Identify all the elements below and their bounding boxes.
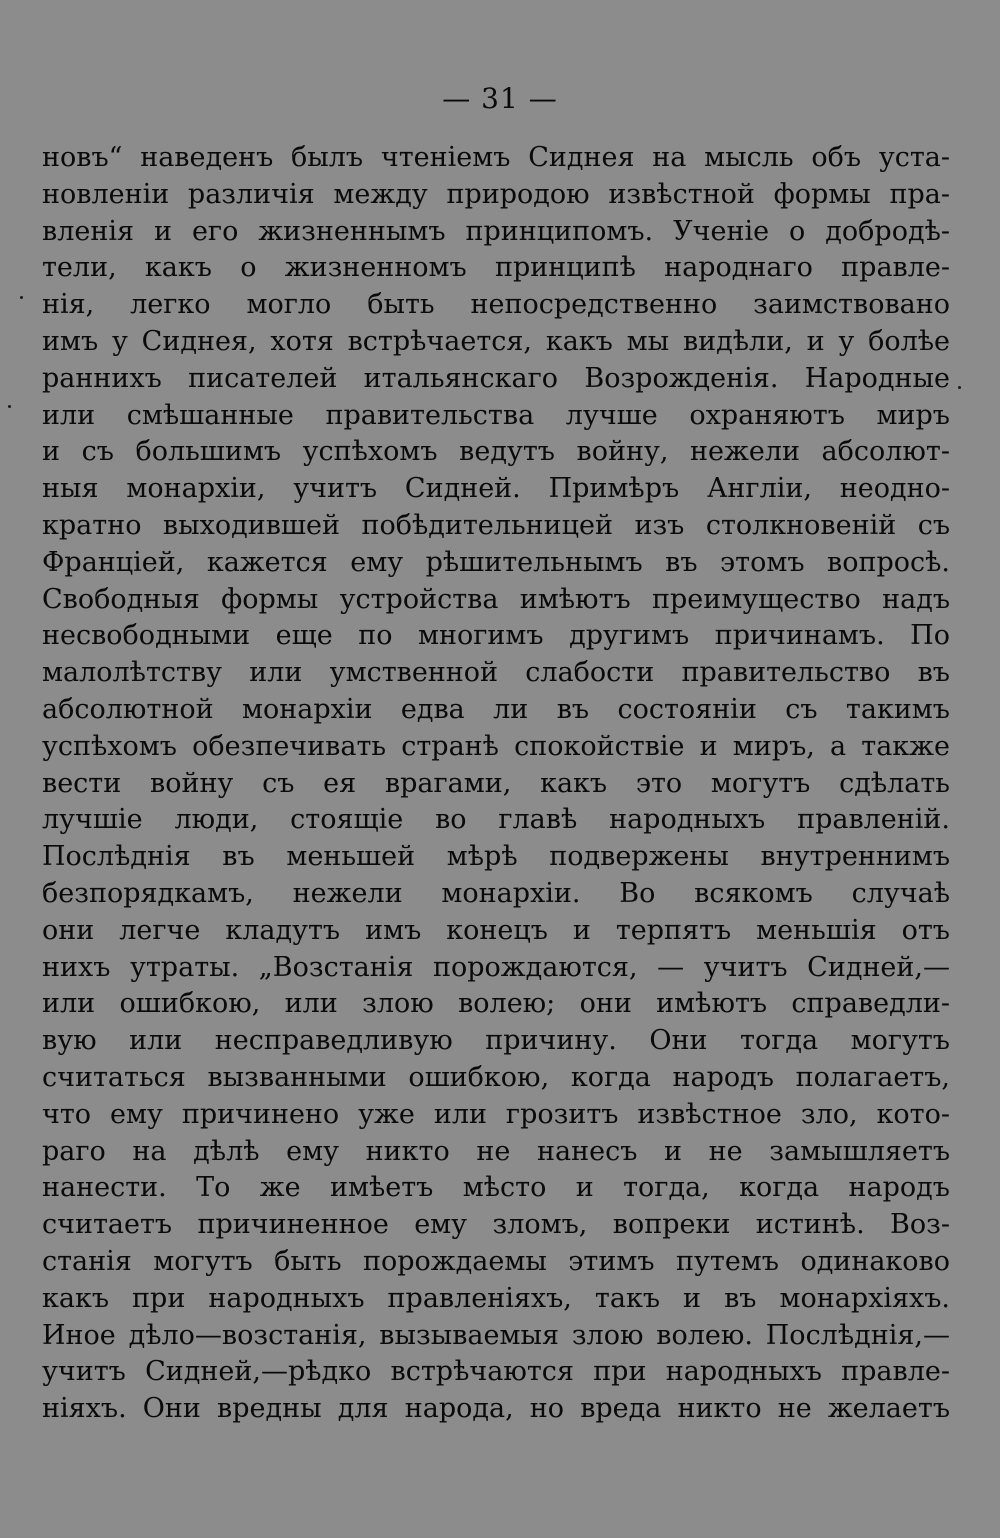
text-line: малолѣтству или умственной слабости правительство въ [42, 657, 950, 689]
text-line: ныя монархіи, учитъ Сидней. Примѣръ Англіи, неодно- [42, 473, 950, 505]
text-line: считаться вызванными ошибкою, когда народъ полагаетъ, [42, 1061, 950, 1093]
text-line: вленія и его жизненнымъ принципомъ. Ученіе о добродѣ- [42, 215, 950, 247]
text-line: считаетъ причиненное ему зломъ, вопреки истинѣ. Воз- [42, 1209, 950, 1241]
text-line: тели, какъ о жизненномъ принципѣ народнаго правле- [42, 252, 950, 284]
text-line: они легче кладутъ имъ конецъ и терпятъ меньшія отъ [42, 914, 950, 946]
scan-speck [8, 405, 11, 408]
text-line: Свободныя формы устройства имѣютъ преимущество надъ [42, 583, 950, 615]
text-line: нія, легко могло быть непосредственно заимствовано [42, 289, 950, 321]
body-text [42, 140, 950, 1428]
text-line: Послѣднія въ меньшей мѣрѣ подвержены внутреннимъ [42, 841, 950, 873]
scan-speck [958, 386, 961, 389]
text-line: нихъ утраты. „Возстанія порождаются, — учитъ Сидней,— [42, 951, 950, 983]
text-line: станія могутъ быть порождаемы этимъ путемъ одинаково [42, 1245, 950, 1277]
text-line: Иное дѣло—возстанія, вызываемыя злою волею. Послѣднія,— [42, 1319, 950, 1351]
text-line: раго на дѣлѣ ему никто не нанесъ и не замышляетъ [42, 1135, 950, 1167]
text-line: имъ у Сиднея, хотя встрѣчается, какъ мы видѣли, и у болѣе [42, 325, 950, 357]
text-line: или ошибкою, или злою волею; они имѣютъ справедли- [42, 988, 950, 1020]
text-line: несвободными еще по многимъ другимъ причинамъ. По [42, 620, 950, 652]
text-line: что ему причинено уже или грозитъ извѣстное зло, кото- [42, 1098, 950, 1130]
text-line: абсолютной монархіи едва ли въ состояніи съ такимъ [42, 693, 950, 725]
text-line: или смѣшанные правительства лучше охраняютъ миръ [42, 399, 950, 431]
scan-speck [20, 296, 23, 299]
text-line: Франціей, кажется ему рѣшительнымъ въ этомъ вопросѣ. [42, 546, 950, 578]
text-line: какъ при народныхъ правленіяхъ, такъ и въ монархіяхъ. [42, 1282, 950, 1314]
text-line: ніяхъ. Они вредны для народа, но вреда никто не желаетъ [42, 1393, 950, 1425]
text-line: и съ большимъ успѣхомъ ведутъ войну, нежели абсолют- [42, 436, 950, 468]
text-line: вую или несправедливую причину. Они тогда могутъ [42, 1025, 950, 1057]
text-line: новъ“ наведенъ былъ чтеніемъ Сиднея на мысль объ уста- [42, 142, 950, 173]
text-line: лучшіе люди, стоящіе во главѣ народныхъ правленій. [42, 804, 950, 836]
text-line: успѣхомъ обезпечивать странѣ спокойствіе и миръ, а также [42, 730, 950, 762]
page-number: — 31 — [442, 82, 558, 115]
text-line: вести войну съ ея врагами, какъ это могутъ сдѣлать [42, 767, 950, 799]
text-line: новленіи различія между природою извѣстной формы пра- [42, 178, 950, 210]
text-line: нанести. То же имѣетъ мѣсто и тогда, когда народъ [42, 1172, 950, 1204]
text-line: безпорядкамъ, нежели монархіи. Во всякомъ случаѣ [42, 877, 950, 909]
text-line: раннихъ писателей итальянскаго Возрожденія. Народные [42, 362, 950, 394]
text-line: кратно выходившей побѣдительницей изъ столкновеній съ [42, 509, 950, 541]
text-line: учитъ Сидней,—рѣдко встрѣчаются при народныхъ правле- [42, 1356, 950, 1388]
